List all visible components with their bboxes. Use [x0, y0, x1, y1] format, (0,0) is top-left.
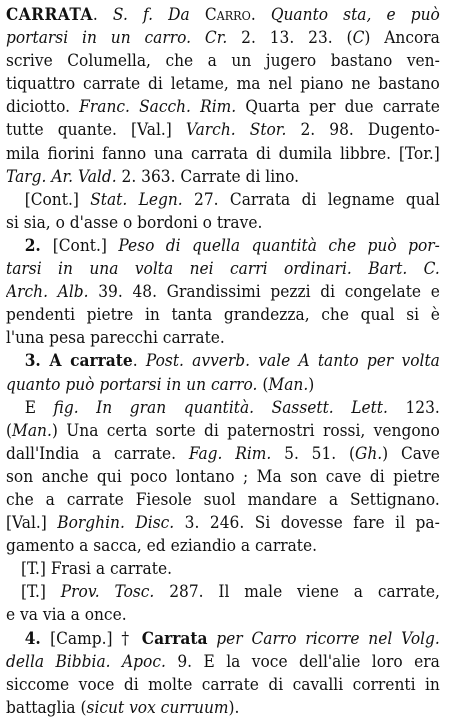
entry-line-5: diciotto. Franc. Sacch. Rim. Quarta per due carrate: [6, 97, 440, 117]
cross-reference: Carro: [204, 5, 251, 24]
editor-mark: [T.]: [20, 582, 46, 602]
source-citation: Prov. Tosc.: [60, 582, 155, 602]
entry-line-18: E fig. In gran quantità. Sassett. Lett. 123.: [24, 397, 440, 417]
entry-line-1: CARRATA. S. f. Da Carro. Quanto sta, e può: [6, 5, 440, 24]
entry-line-11: 2. [Cont.] Peso di quella quantità che può por-: [24, 235, 440, 255]
entry-line-3: scrive Columella, che a un jugero bastano ven-: [6, 51, 440, 71]
latin-gloss: sicut vox curruum: [86, 697, 229, 717]
entry-line-26: [T.] Prov. Tosc. 287. Il male viene a carrate,: [20, 582, 440, 602]
entry-line-20: dall'India a carrate. Fag. Rim. 5. 51. (Gh.) Cave: [6, 443, 440, 463]
source-citation: Borghin. Disc.: [57, 513, 175, 533]
source-citation: Varch. Stor.: [185, 120, 287, 140]
editor-mark: [T.]: [20, 559, 46, 579]
entry-line-17: quanto può portarsi in un carro. (Man.): [6, 374, 315, 394]
entry-line-16: 3. A carrate. Post. avverb. vale A tanto per volta: [24, 351, 440, 371]
entry-line-2: portarsi in un carro. Cr. 2. 13. 23. (C) Ancora: [6, 28, 440, 48]
entry-line-30: siccome voce di molte carrate di cavalli correnti in: [6, 674, 440, 694]
entry-line-21: son anche qui poco lontano ; Ma son cave di pietre: [6, 466, 440, 486]
source-citation: della Bibbia. Apoc.: [6, 651, 166, 671]
entry-line-14: pendenti pietre in tanta grandezza, che qual si è: [6, 305, 440, 325]
sense-number: 4.: [24, 628, 51, 648]
entry-line-7: mila fiorini fanno una carrata di dumila libbre. [Tor.]: [6, 143, 440, 163]
entry-line-9: [Cont.] Stat. Legn. 27. Carrata di legname qual: [24, 189, 440, 209]
source-citation: Arch. Alb.: [6, 282, 89, 302]
source-citation: Targ. Ar. Vald.: [6, 166, 117, 186]
source-citation: Franc. Sacch. Rim.: [79, 97, 237, 117]
source-citation: Stat. Legn.: [90, 189, 183, 209]
entry-line-6: tutte quante. [Val.] Varch. Stor. 2. 98. Dugento-: [6, 120, 440, 140]
entry-line-22: che a carrate Fiesole suol mandare a Settignano.: [6, 489, 440, 509]
entry-line-23: [Val.] Borghin. Disc. 3. 246. Si dovesse fare il pa-: [6, 513, 440, 533]
dictionary-entry: [6, 3, 440, 719]
definition: per Carro ricorre nel Volg.: [216, 628, 440, 648]
sense-number: 2.: [24, 235, 53, 255]
source-citation: Fag. Rim.: [188, 443, 272, 463]
sub-headword: A carrate: [49, 351, 133, 371]
definition: Quanto sta, e può: [270, 5, 440, 24]
entry-line-12: tarsi in una volta nei carri ordinari. Bart. C.: [6, 259, 440, 279]
entry-line-19: (Man.) Una certa sorte di paternostri rossi, vengono: [6, 420, 440, 440]
entry-line-10: si sia, o d'asse o bordoni o trave.: [6, 212, 263, 232]
entry-line-8: Targ. Ar. Vald. 2. 363. Carrate di lino.: [6, 166, 300, 186]
entry-line-28: 4. [Camp.] † Carrata per Carro ricorre nel Volg.: [24, 628, 440, 648]
entry-line-15: l'una pesa parecchi carrate.: [6, 328, 225, 348]
obsolete-dagger: †: [121, 628, 142, 648]
entry-line-4: tiquattro carrate di letame, ma nel piano ne bastano: [6, 74, 440, 94]
definition: Post. avverb. vale A tanto per volta: [145, 351, 440, 371]
entry-line-13: Arch. Alb. 39. 48. Grandissimi pezzi di congelate e: [6, 282, 440, 302]
entry-line-24: gamento a sacca, ed eziandio a carrate.: [6, 536, 318, 556]
entry-line-25: [T.] Frasi a carrate.: [20, 559, 172, 579]
entry-line-31: battaglia (sicut vox curruum).: [6, 697, 240, 717]
entry-line-27: e va via a once.: [6, 605, 127, 625]
sense-number: 3.: [24, 351, 50, 371]
sub-headword: Carrata: [141, 628, 208, 648]
headword: CARRATA: [6, 5, 93, 24]
entry-line-29: della Bibbia. Apoc. 9. E la voce dell'alie loro era: [6, 651, 440, 671]
definition: Peso di quella quantità che può por-: [118, 235, 440, 255]
